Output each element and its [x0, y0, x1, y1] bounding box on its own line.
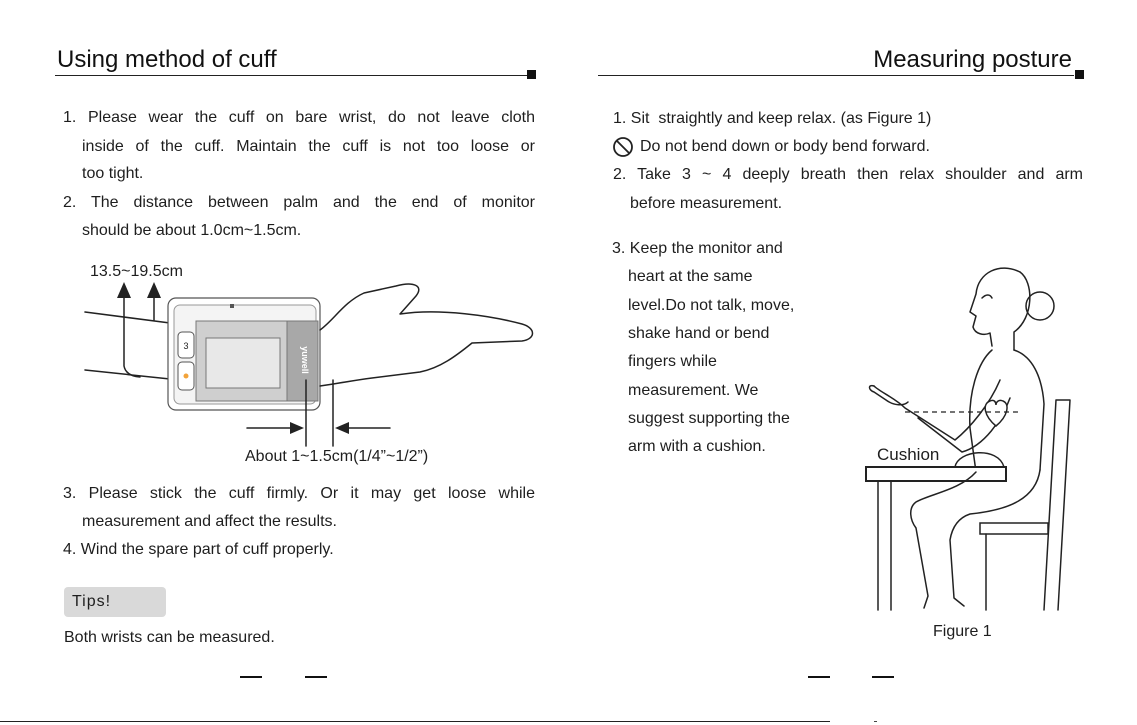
instruction-line: 1. Sit straightly and keep relax. (as Figure 1) — [613, 110, 932, 127]
cuff-distance-label: About 1~1.5cm(1/4”~1/2”) — [245, 448, 429, 465]
tips-label: Tips! — [72, 593, 112, 610]
device-button-label: 3 — [183, 341, 189, 351]
instruction-line: before measurement. — [630, 195, 783, 212]
instruction-line: 3. Keep the monitor and — [612, 240, 783, 257]
hand-outline — [320, 284, 533, 386]
instruction-line: shake hand or bend — [628, 325, 770, 342]
wrist-monitor — [168, 298, 320, 410]
device-brand: yuwell — [300, 346, 310, 374]
instruction-line: suggest supporting the — [628, 410, 790, 427]
device-sensor-mark — [230, 304, 234, 308]
person-legs — [911, 470, 1040, 608]
instruction-line: 4. Wind the spare part of cuff properly. — [63, 541, 334, 558]
chair — [980, 400, 1070, 610]
right-page-title: Measuring posture — [873, 46, 1072, 73]
instruction-line: measurement. We — [628, 382, 759, 399]
instruction-line: inside of the cuff. Maintain the cuff is not too loose or — [82, 138, 535, 155]
wrist-figure — [85, 282, 533, 446]
instruction-line: 2. Take 3 ~ 4 deeply breath then relax shoulder and arm — [613, 166, 1083, 183]
prohibited-icon — [614, 138, 632, 156]
device-display — [206, 338, 280, 388]
instruction-line: heart at the same — [628, 268, 753, 285]
cushion-label: Cushion — [877, 445, 940, 464]
instruction-line: fingers while — [628, 353, 717, 370]
figure-caption: Figure 1 — [933, 623, 992, 640]
instruction-line: measurement and affect the results. — [82, 513, 337, 530]
instruction-line: 3. Please stick the cuff firmly. Or it may get loose while — [63, 485, 535, 502]
left-page-title: Using method of cuff — [57, 46, 277, 73]
instruction-line: arm with a cushion. — [628, 438, 766, 455]
instruction-line: should be about 1.0cm~1.5cm. — [82, 222, 302, 239]
cushion — [955, 453, 1004, 467]
posture-figure — [866, 268, 1070, 610]
instruction-line: Do not bend down or body bend forward. — [640, 138, 930, 155]
instruction-line: 2. The distance between palm and the end of monitor — [63, 194, 535, 211]
instruction-line: too tight. — [82, 165, 144, 182]
tips-text: Both wrists can be measured. — [64, 629, 275, 646]
table — [866, 467, 1006, 610]
device-start-indicator — [184, 374, 189, 379]
instruction-line: level.Do not talk, move, — [628, 297, 795, 314]
forearm-outline — [85, 312, 170, 379]
heart-icon — [985, 400, 1007, 426]
circumference-arrow-right — [147, 282, 161, 320]
circumference-arrow-left — [117, 282, 140, 377]
person-head — [970, 268, 1054, 350]
wrist-circumference-label: 13.5~19.5cm — [90, 263, 183, 280]
instruction-line: 1. Please wear the cuff on bare wrist, do not leave cloth — [63, 109, 535, 126]
